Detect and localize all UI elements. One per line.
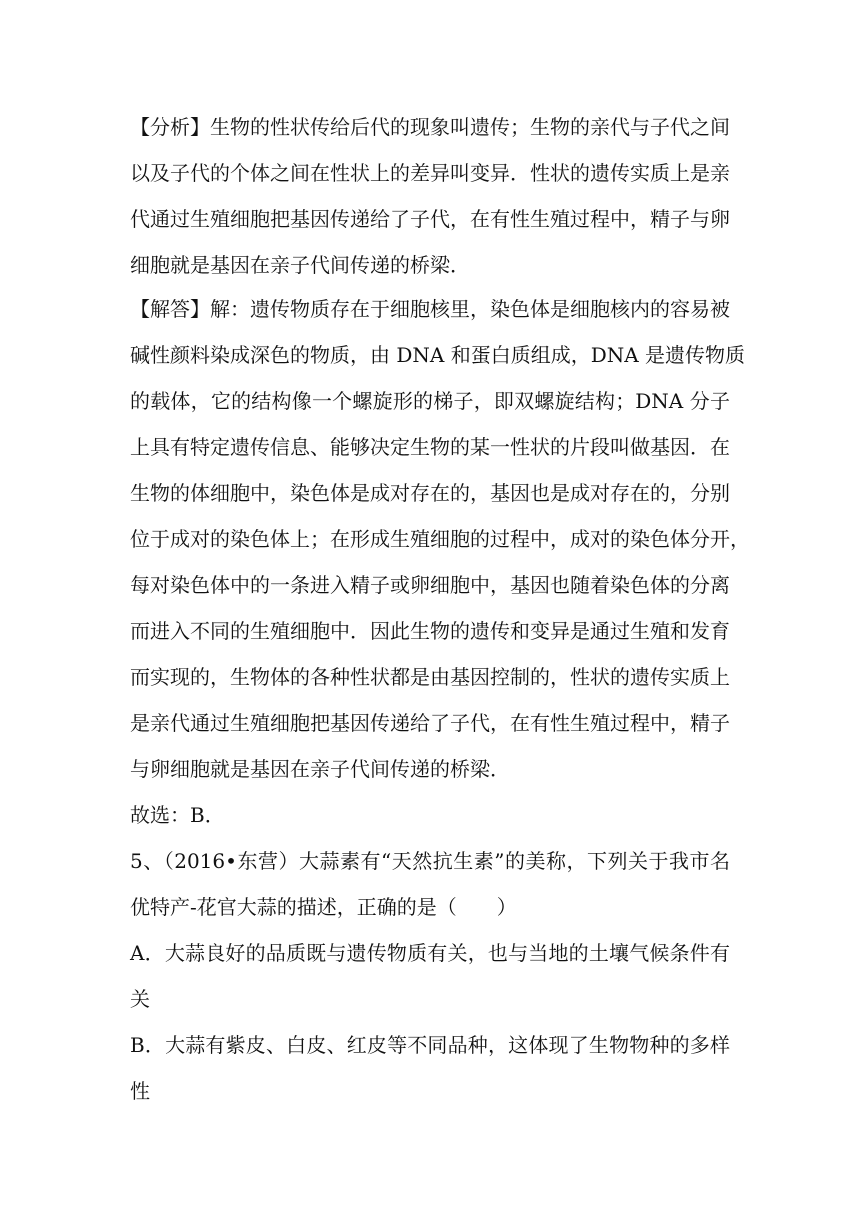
option-b-line: B．大蒜有紫皮、白皮、红皮等不同品种，这体现了生物物种的多样 xyxy=(130,1033,730,1057)
question-line: 优特产-花官大蒜的描述，正确的是（ ） xyxy=(130,895,517,919)
answer-line: 生物的体细胞中，染色体是成对存在的，基因也是成对存在的，分别 xyxy=(130,481,730,505)
option-a-line: A．大蒜良好的品质既与遗传物质有关，也与当地的土壤气候条件有 xyxy=(130,941,730,965)
analysis-line: 代通过生殖细胞把基因传递给了子代，在有性生殖过程中，精子与卵 xyxy=(130,207,730,231)
answer-line: 而实现的，生物体的各种性状都是由基因控制的，性状的遗传实质上 xyxy=(130,665,730,689)
choice-result: 故选：B． xyxy=(130,803,225,827)
answer-line: 而进入不同的生殖细胞中．因此生物的遗传和变异是通过生殖和发育 xyxy=(130,619,730,643)
analysis-line: 细胞就是基因在亲子代间传递的桥梁． xyxy=(130,253,470,277)
answer-line: 上具有特定遗传信息、能够决定生物的某一性状的片段叫做基因．在 xyxy=(130,435,730,459)
answer-line: 每对染色体中的一条进入精子或卵细胞中，基因也随着染色体的分离 xyxy=(130,573,730,597)
answer-line: 【解答】解：遗传物质存在于细胞核里，染色体是细胞核内的容易被 xyxy=(130,297,730,321)
answer-line: 位于成对的染色体上；在形成生殖细胞的过程中，成对的染色体分开， xyxy=(130,527,750,551)
answer-line: 与卵细胞就是基因在亲子代间传递的桥梁． xyxy=(130,757,510,781)
answer-line: 的载体，它的结构像一个螺旋形的梯子，即双螺旋结构；DNA 分子 xyxy=(130,389,730,413)
answer-line: 是亲代通过生殖细胞把基因传递给了子代，在有性生殖过程中，精子 xyxy=(130,711,730,735)
analysis-line: 以及子代的个体之间在性状上的差异叫变异．性状的遗传实质上是亲 xyxy=(130,161,730,185)
question-line: 5、（2016•东营）大蒜素有“天然抗生素”的美称，下列关于我市名 xyxy=(130,849,730,873)
option-b-line: 性 xyxy=(130,1079,150,1103)
analysis-line: 【分析】生物的性状传给后代的现象叫遗传；生物的亲代与子代之间 xyxy=(130,115,730,139)
answer-line: 碱性颜料染成深色的物质，由 DNA 和蛋白质组成，DNA 是遗传物质 xyxy=(130,343,746,367)
option-a-line: 关 xyxy=(130,987,150,1011)
